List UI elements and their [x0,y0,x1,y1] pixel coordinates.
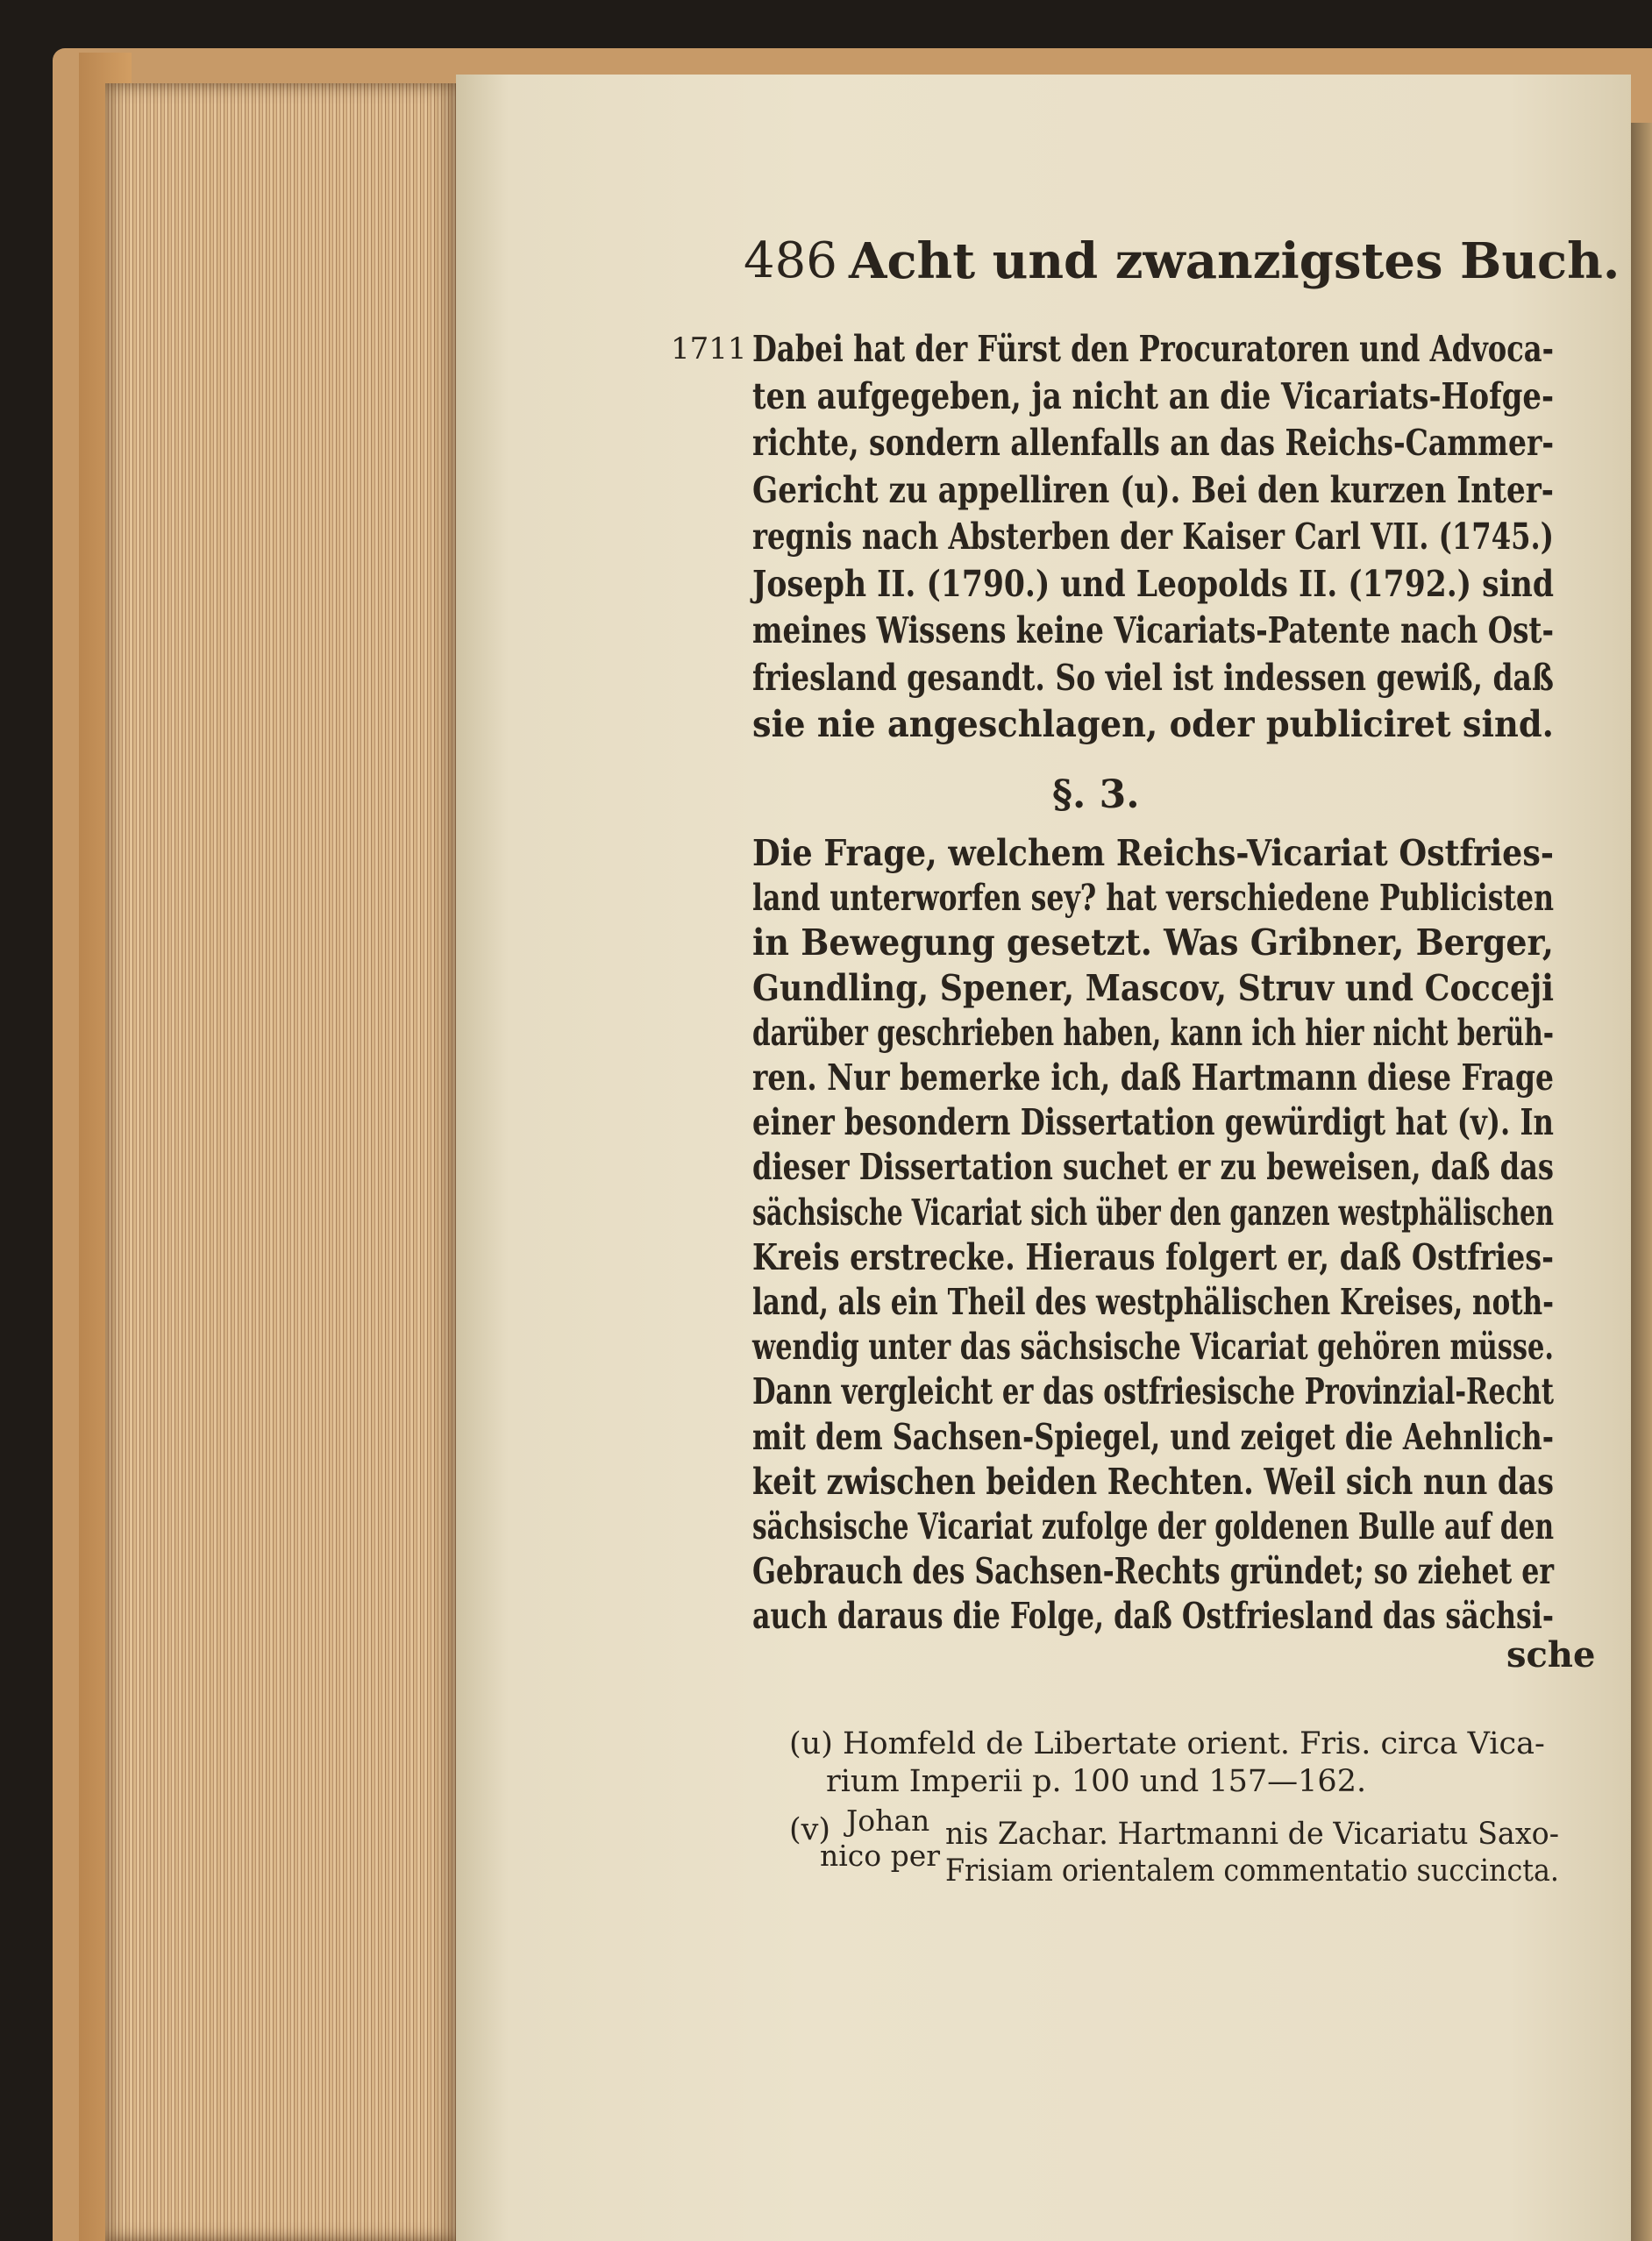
para2-line: sächsische Vicariat zufolge der goldenen Bulle auf den [752,1505,1554,1547]
para1-line: friesland gesandt. So viel ist indessen gewiß, daß [752,656,1554,699]
para2-line: auch daraus die Folge, daß Ostfriesland das sächsi- [752,1595,1554,1638]
para1-line: Joseph II. (1790.) und Leopolds II. (1792.) sind [752,562,1554,605]
page-number: 486 [744,232,837,289]
para2-line: ren. Nur bemerke ich, daß Hartmann diese Frage [752,1056,1554,1099]
para1-line: Dabei hat der Fürst den Procuratoren und Advoca- [752,328,1554,370]
para2-line: land unterworfen sey? hat verschiedene Publicisten [752,877,1554,920]
catchword: sche [1506,1634,1596,1675]
para2-line: Kreis erstrecke. Hieraus folgert er, daß Ostfries- [752,1235,1554,1278]
para2-line: Die Frage, welchem Reichs-Vicariat Ostfries- [752,832,1554,874]
footnote-u-line: (u) Homfeld de Libertate orient. Fris. circa Vica- [789,1726,1545,1761]
para2-line: sächsische Vicariat sich über den ganzen westphälischen [752,1191,1554,1234]
para2-line: mit dem Sachsen-Spiegel, und zeiget die Aehnlich- [752,1415,1554,1458]
para1-line: sie nie angeschlagen, oder publiciret sind. [752,703,1554,745]
section-mark: §. 3. [1052,772,1140,817]
para1-line: Gericht zu appelliren (u). Bei den kurzen Inter- [752,468,1554,511]
footnote-v-left-top: Johan [846,1803,930,1838]
para2-line: in Bewegung gesetzt. Was Gribner, Berger, [752,921,1554,964]
footnote-v-right-bottom: Frisiam orientalem commentatio succincta. [945,1853,1559,1889]
running-title: Acht und zwanzigstes Buch. [849,232,1620,290]
para1-line: regnis nach Absterben der Kaiser Carl VII. (1745.) [752,516,1554,558]
margin-year: 1711 [671,331,747,366]
footnote-v-label: (v) [789,1812,831,1847]
para1-line: richte, sondern allenfalls an das Reichs-Cammer- [752,422,1554,464]
para2-line: Gundling, Spener, Mascov, Struv und Cocceji [752,966,1554,1009]
para2-line: keit zwischen beiden Rechten. Weil sich nun das [752,1460,1554,1503]
para1-line: ten aufgegeben, ja nicht an die Vicariats-Hofge- [752,374,1554,417]
footnote-u-line: rium Imperii p. 100 und 157—162. [826,1764,1367,1799]
para2-line: land, als ein Theil des westphälischen Kreises, noth- [752,1281,1554,1323]
para2-line: Dann vergleicht er das ostfriesische Provinzial-Recht [752,1370,1554,1413]
para2-line: einer besondern Dissertation gewürdigt hat (v). In [752,1101,1554,1144]
para1-line: meines Wissens keine Vicariats-Patente nach Ost- [752,609,1554,651]
footnote-v-left-bottom: nico per [820,1839,941,1873]
para2-line: Gebrauch des Sachsen-Rechts gründet; so ziehet er [752,1550,1554,1593]
para2-line: wendig unter das sächsische Vicariat gehören müsse. [752,1326,1554,1369]
para2-line: dieser Dissertation suchet er zu beweisen, daß das [752,1146,1554,1189]
page-edges [105,83,465,2241]
footnote-v-right-top: nis Zachar. Hartmanni de Vicariatu Saxo- [945,1817,1559,1852]
para2-line: darüber geschrieben haben, kann ich hier nicht berüh- [752,1011,1554,1054]
